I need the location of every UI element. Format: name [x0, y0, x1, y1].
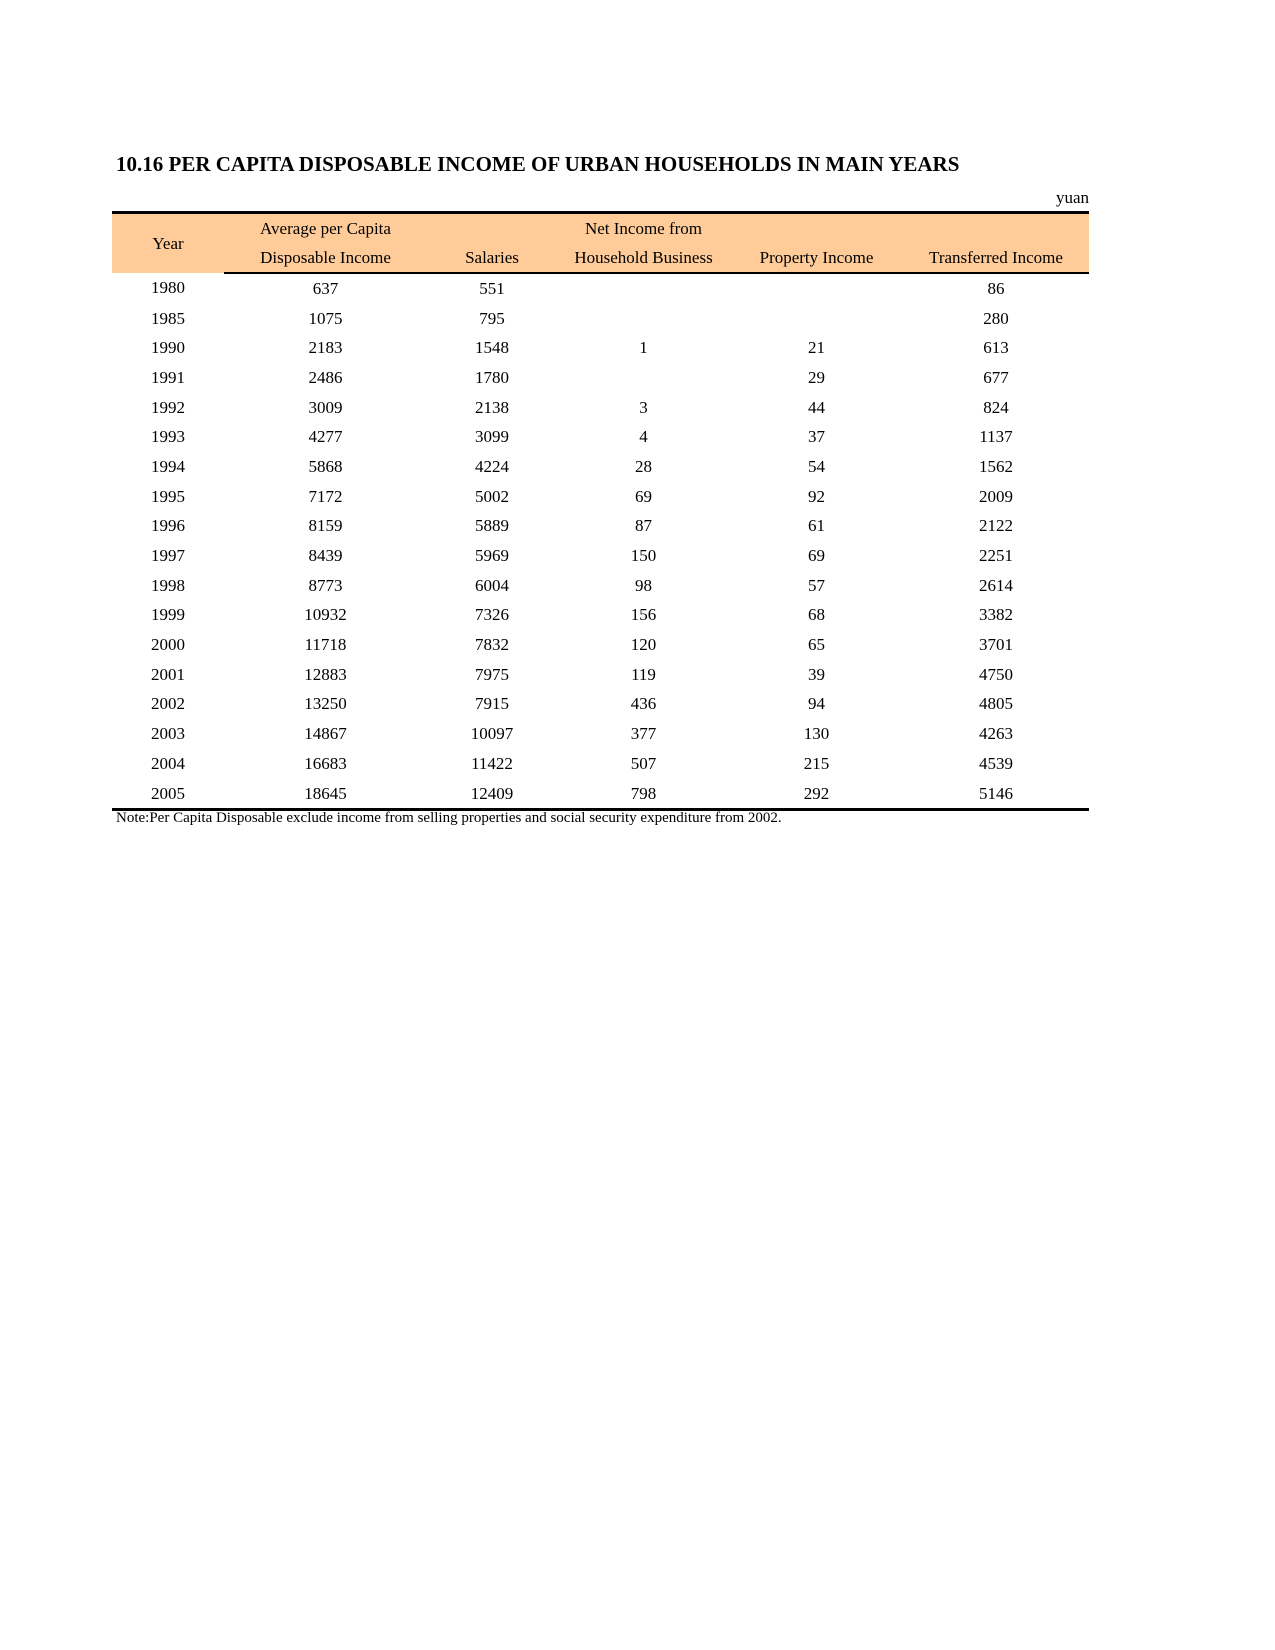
cell-property: 29 [808, 367, 825, 387]
cell-net-business [557, 304, 730, 334]
cell-avg-income: 14867 [304, 724, 347, 744]
cell-year: 2000 [151, 635, 185, 655]
cell-property: 215 [803, 753, 830, 773]
cell-property: 44 [808, 397, 825, 417]
cell-salaries: 3099 [475, 427, 509, 447]
cell-avg-income: 3009 [308, 397, 343, 417]
header-property-blank [730, 213, 903, 244]
header-net-line2: Household Business [557, 243, 730, 273]
cell-transferred: 280 [983, 308, 1009, 328]
cell-net-business: 87 [635, 516, 652, 536]
cell-avg-income: 2486 [308, 367, 343, 387]
cell-transferred: 4263 [979, 724, 1013, 744]
cell-transferred: 677 [983, 367, 1009, 387]
cell-transferred: 3701 [979, 635, 1013, 655]
cell-year: 1985 [151, 308, 185, 328]
header-net-line1: Net Income from [557, 213, 730, 244]
cell-year: 2005 [112, 779, 224, 810]
cell-salaries: 551 [479, 278, 505, 298]
cell-transferred: 613 [983, 338, 1009, 358]
cell-avg-income: 2183 [308, 338, 343, 358]
cell-avg-income: 4277 [308, 427, 343, 447]
cell-property: 292 [730, 779, 903, 810]
cell-year: 1995 [151, 486, 185, 506]
cell-year: 1994 [151, 456, 185, 476]
footnote: Note:Per Capita Disposable exclude income from selling properties and social security expenditure from 2002. [116, 810, 782, 826]
cell-year: 2001 [151, 664, 185, 684]
cell-transferred: 4750 [979, 664, 1013, 684]
table-row [112, 333, 1089, 363]
cell-avg-income: 16683 [304, 753, 347, 773]
cell-avg-income: 8439 [308, 546, 343, 566]
cell-avg-income: 18645 [224, 779, 427, 810]
cell-transferred: 86 [987, 278, 1005, 298]
cell-year: 1980 [151, 278, 185, 298]
cell-year: 1996 [151, 516, 185, 536]
cell-avg-income: 5868 [308, 456, 343, 476]
income-table-container [112, 211, 1089, 811]
cell-salaries: 12409 [427, 779, 557, 810]
cell-net-business [557, 273, 730, 304]
cell-salaries: 6004 [475, 575, 509, 595]
cell-property: 130 [803, 724, 830, 744]
cell-avg-income: 11718 [304, 635, 347, 655]
income-table [112, 211, 1089, 811]
cell-salaries: 5002 [475, 486, 509, 506]
cell-salaries: 7915 [475, 694, 509, 714]
cell-net-business: 119 [631, 664, 656, 684]
table-row [112, 630, 1089, 660]
cell-net-business: 156 [630, 605, 657, 625]
cell-transferred: 5146 [903, 779, 1089, 810]
cell-year: 1997 [151, 546, 185, 566]
table-row [112, 779, 1089, 810]
table-row [112, 601, 1089, 631]
cell-net-business: 377 [630, 724, 657, 744]
cell-net-business: 98 [635, 575, 652, 595]
cell-net-business: 436 [630, 694, 657, 714]
cell-salaries: 7326 [475, 605, 509, 625]
cell-avg-income: 13250 [304, 694, 347, 714]
cell-property: 65 [808, 635, 825, 655]
cell-net-business: 798 [557, 779, 730, 810]
table-row [112, 749, 1089, 779]
cell-net-business: 507 [630, 753, 657, 773]
cell-transferred: 2614 [979, 575, 1013, 595]
cell-transferred: 2251 [979, 546, 1013, 566]
cell-salaries: 5969 [475, 546, 509, 566]
cell-property [730, 304, 903, 334]
table-row [112, 541, 1089, 571]
cell-salaries: 10097 [470, 724, 514, 744]
table-row [112, 571, 1089, 601]
cell-transferred: 1562 [979, 456, 1013, 476]
cell-net-business [557, 363, 730, 393]
cell-year: 1993 [151, 427, 185, 447]
table-row [112, 482, 1089, 512]
cell-avg-income: 7172 [308, 486, 343, 506]
table-row [112, 304, 1089, 334]
cell-net-business: 69 [635, 486, 652, 506]
header-avg-line1: Average per Capita [224, 213, 427, 244]
table-row [112, 393, 1089, 423]
cell-salaries: 1780 [475, 367, 509, 387]
cell-net-business: 120 [630, 635, 657, 655]
cell-net-business: 1 [639, 338, 648, 358]
cell-property: 68 [808, 605, 825, 625]
cell-salaries: 7832 [475, 635, 509, 655]
table-row [112, 512, 1089, 542]
cell-avg-income: 10932 [304, 605, 347, 625]
table-header [112, 213, 1089, 274]
cell-salaries: 795 [479, 308, 505, 328]
page-title: 10.16 PER CAPITA DISPOSABLE INCOME OF URBAN HOUSEHOLDS IN MAIN YEARS [116, 152, 960, 176]
cell-year: 1999 [151, 605, 185, 625]
header-avg-line2: Disposable Income [224, 243, 427, 273]
cell-property: 69 [808, 546, 825, 566]
header-property: Property Income [730, 243, 903, 273]
cell-year: 1992 [151, 397, 185, 417]
cell-salaries: 2138 [475, 397, 509, 417]
cell-property: 37 [808, 427, 825, 447]
cell-property [730, 273, 903, 304]
table-row [112, 422, 1089, 452]
cell-property: 21 [808, 338, 825, 358]
cell-net-business: 3 [639, 397, 648, 417]
header-salaries-blank [427, 213, 557, 244]
cell-net-business: 4 [639, 427, 648, 447]
cell-net-business: 150 [630, 546, 657, 566]
cell-salaries: 7975 [475, 664, 509, 684]
table-row [112, 660, 1089, 690]
table-row [112, 273, 1089, 304]
header-salaries: Salaries [427, 243, 557, 273]
cell-transferred: 3382 [979, 605, 1013, 625]
cell-salaries: 1548 [475, 338, 509, 358]
table-row [112, 690, 1089, 720]
cell-property: 39 [808, 664, 825, 684]
cell-property: 61 [808, 516, 825, 536]
cell-property: 54 [808, 456, 825, 476]
cell-year: 2004 [151, 753, 185, 773]
unit-label: yuan [1055, 188, 1089, 207]
table-row [112, 452, 1089, 482]
cell-transferred: 4539 [979, 753, 1013, 773]
cell-avg-income: 8159 [308, 516, 343, 536]
header-year: Year [112, 213, 224, 274]
cell-salaries: 5889 [475, 516, 509, 536]
cell-avg-income: 1075 [308, 308, 343, 328]
table-body [112, 273, 1089, 810]
header-transferred-blank [903, 213, 1089, 244]
cell-property: 57 [808, 575, 825, 595]
cell-avg-income: 637 [312, 278, 339, 298]
cell-year: 1990 [151, 338, 185, 358]
cell-transferred: 2122 [979, 516, 1013, 536]
cell-salaries: 4224 [475, 456, 509, 476]
cell-avg-income: 8773 [308, 575, 343, 595]
cell-year: 2003 [151, 724, 185, 744]
table-row [112, 363, 1089, 393]
cell-year: 1998 [151, 575, 185, 595]
cell-property: 94 [808, 694, 825, 714]
cell-transferred: 2009 [979, 486, 1013, 506]
cell-net-business: 28 [635, 456, 652, 476]
cell-property: 92 [808, 486, 825, 506]
cell-year: 2002 [151, 694, 185, 714]
cell-year: 1991 [151, 367, 185, 387]
cell-avg-income: 12883 [304, 664, 347, 684]
cell-salaries: 11422 [471, 753, 513, 773]
cell-transferred: 1137 [979, 427, 1013, 447]
cell-transferred: 4805 [979, 694, 1013, 714]
table-row [112, 719, 1089, 749]
cell-transferred: 824 [983, 397, 1009, 417]
header-transferred: Transferred Income [903, 243, 1089, 273]
